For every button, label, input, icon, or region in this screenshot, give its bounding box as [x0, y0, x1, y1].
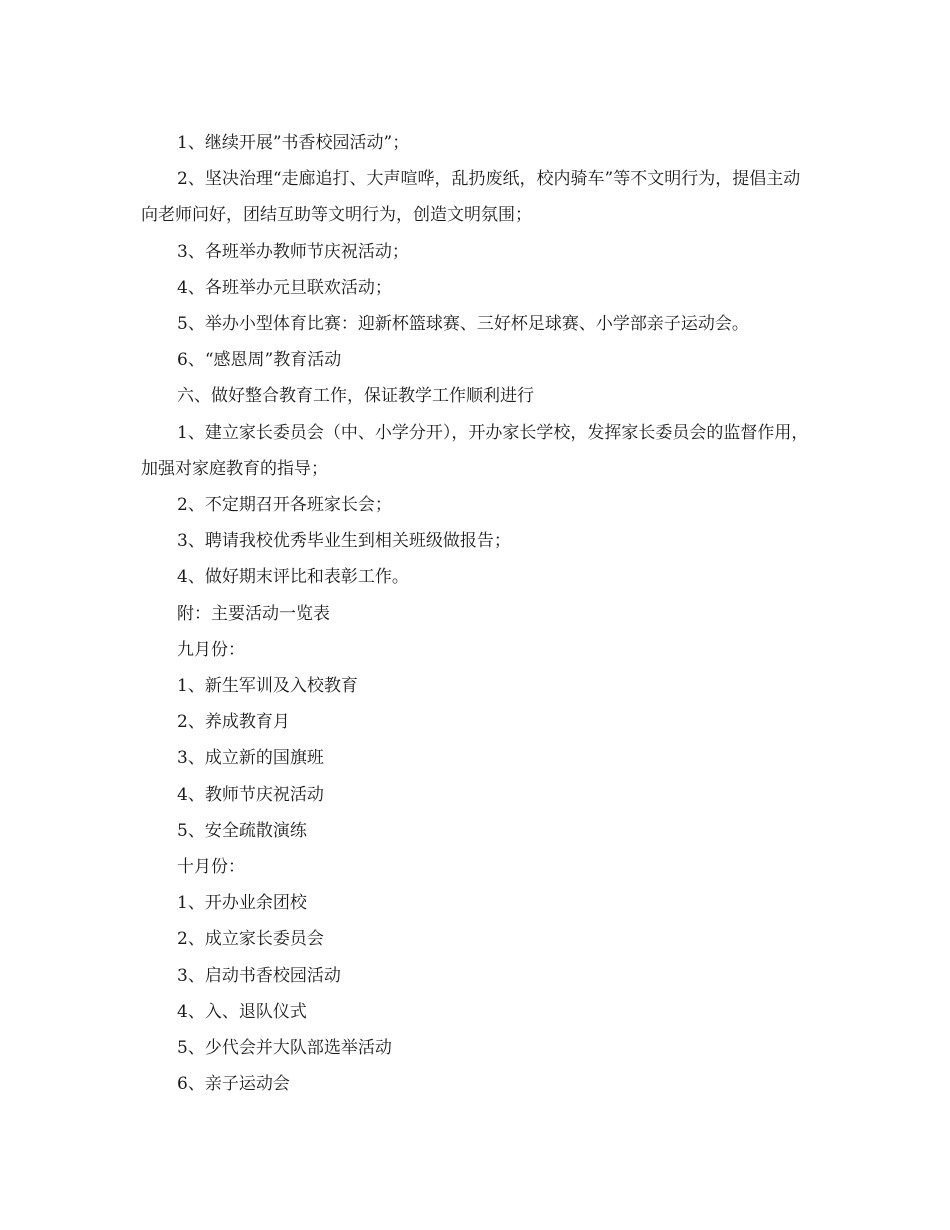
list-item: 1、新生军训及入校教育: [177, 676, 358, 697]
month-heading: 十月份：: [177, 857, 245, 878]
paragraph: 2、坚决治理“走廊追打、大声喧哗，乱扔废纸，校内骑车”等不文明行为，提倡主动向老师问好，团结互助等文明行为，创造文明氛围；: [141, 169, 801, 226]
list-item: 1、开办业余团校: [177, 893, 307, 914]
month-heading: 九月份：: [177, 639, 245, 660]
list-item: 3、成立新的国旗班: [177, 748, 324, 769]
section-heading: 六、做好整合教育工作，保证教学工作顺利进行: [177, 386, 534, 407]
list-item: 5、安全疏散演练: [177, 820, 307, 841]
document-body: [141, 125, 809, 1102]
list-item: 3、启动书香校园活动: [177, 965, 341, 986]
paragraph: 4、做好期末评比和表彰工作。: [177, 567, 409, 588]
paragraph: 1、建立家长委员会（中、小学分开），开办家长学校，发挥家长委员会的监督作用，加强对家庭教育的指导；: [141, 422, 809, 479]
paragraph: 5、举办小型体育比赛：迎新杯篮球赛、三好杯足球赛、小学部亲子运动会。: [177, 314, 749, 335]
list-item: 2、成立家长委员会: [177, 929, 324, 950]
paragraph: 1、继续开展”书香校园活动”；: [177, 133, 410, 153]
paragraph: 2、不定期召开各班家长会；: [177, 495, 392, 516]
list-item: 6、亲子运动会: [177, 1074, 290, 1095]
paragraph: 4、各班举办元旦联欢活动；: [177, 277, 392, 298]
appendix-heading: 附：主要活动一览表: [177, 603, 330, 624]
list-item: 4、教师节庆祝活动: [177, 784, 324, 805]
paragraph: 3、各班举办教师节庆祝活动；: [177, 241, 409, 262]
list-item: 4、入、退队仪式: [177, 1001, 307, 1022]
list-item: 5、少代会并大队部选举活动: [177, 1038, 392, 1059]
paragraph: 6、“感恩周”教育活动: [177, 350, 342, 371]
paragraph: 3、聘请我校优秀毕业生到相关班级做报告；: [177, 531, 511, 552]
list-item: 2、养成教育月: [177, 712, 290, 733]
